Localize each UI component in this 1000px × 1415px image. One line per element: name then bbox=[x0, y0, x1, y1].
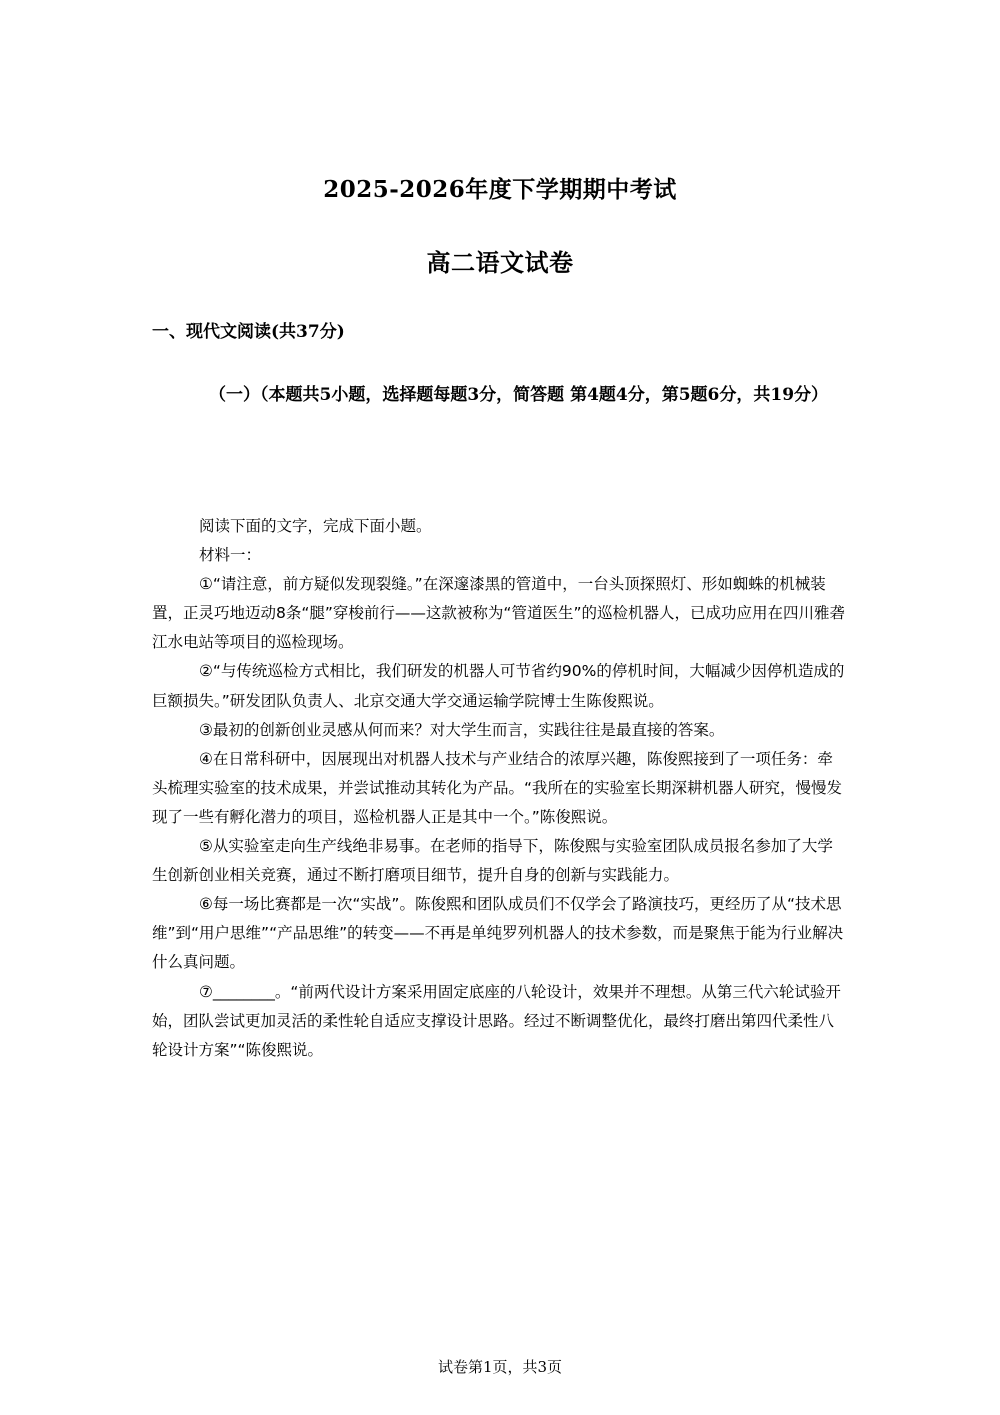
paragraph-3: ③最初的创新创业灵感从何而来？对大学生而言，实践往往是最直接的答案。 bbox=[199, 720, 725, 739]
instruction-text: 阅读下面的文字，完成下面小题。 bbox=[199, 517, 432, 535]
paragraph-6: ⑥每一场比赛都是一次“实战”。陈俊熙和团队成员们不仅学会了路演技巧，更经历了从“技术思维”到“用户思维”“产品思维”的转变——不再是单纯罗列机器人的技术参数，而是聚焦于能为行业解决什么真问题。 bbox=[152, 895, 844, 972]
passage bbox=[152, 512, 848, 1065]
paragraph-7: ⑦________。“前两代设计方案采用固定底座的八轮设计，效果并不理想。从第三代六轮试验开始，团队尝试更加灵活的柔性轮自适应支撑设计思路。经过不断调整优化，最终打磨出第四代柔性八轮设计方案”“陈俊熙说。 bbox=[152, 982, 841, 1059]
paragraph-1: ①“请注意，前方疑似发现裂缝。”在深邃漆黑的管道中，一台头顶探照灯、形如蜘蛛的机械装置，正灵巧地迈动8条“腿”穿梭前行——这款被称为“管道医生”的巡检机器人，已成功应用在四川雅砻江水电站等项目的巡检现场。 bbox=[152, 575, 845, 652]
paragraph-2: ②“与传统巡检方式相比，我们研发的机器人可节省约90%的停机时间，大幅减少因停机造成的巨额损失。”研发团队负责人、北京交通大学交通运输学院博士生陈俊熙说。 bbox=[152, 662, 845, 710]
material-label: 材料一： bbox=[199, 546, 262, 565]
subsection-heading: （一）（本题共5小题，选择题每题3分，简答题 第4题4分，第5题6分，共19分） bbox=[209, 385, 829, 405]
section-heading: 一、现代文阅读(共37分) bbox=[152, 322, 345, 342]
paragraph-4: ④在日常科研中，因展现出对机器人技术与产业结合的浓厚兴趣，陈俊熙接到了一项任务：牵头梳理实验室的技术成果，并尝试推动其转化为产品。“我所在的实验室长期深耕机器人研究，慢慢发现了一些有孵化潜力的项目，巡检机器人正是其中一个。”陈俊熙说。 bbox=[152, 749, 843, 826]
exam-title: 2025-2026年度下学期期中考试 bbox=[323, 176, 677, 203]
page-footer: 试卷第1页，共3页 bbox=[437, 1358, 563, 1376]
paragraph-5: ⑤从实验室走向生产线绝非易事。在老师的指导下，陈俊熙与实验室团队成员报名参加了大学生创新创业相关竞赛，通过不断打磨项目细节，提升自身的创新与实践能力。 bbox=[152, 837, 833, 885]
subject-title: 高二语文试卷 bbox=[426, 248, 574, 277]
